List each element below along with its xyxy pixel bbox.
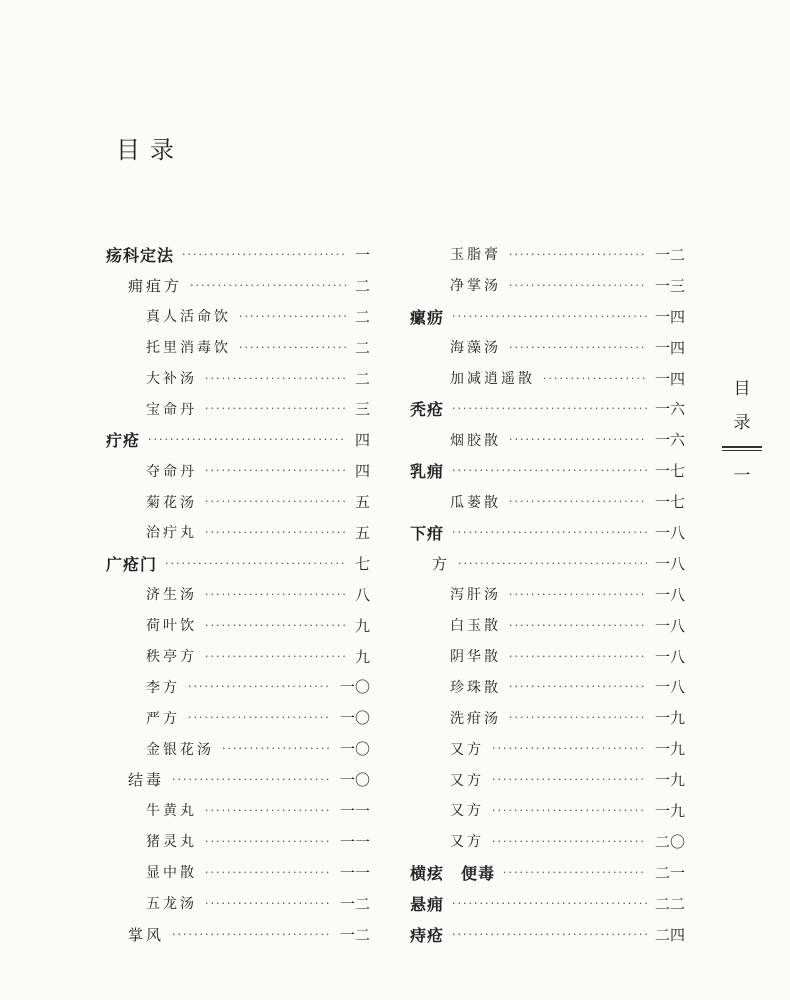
toc-entry[interactable] bbox=[106, 857, 370, 888]
toc-entry[interactable] bbox=[410, 455, 685, 486]
dot-leader bbox=[543, 372, 647, 385]
toc-entry-page: 一八 bbox=[654, 554, 685, 573]
toc-entry-title: 托里消毒饮 bbox=[146, 340, 231, 357]
toc-entry-title: 猪灵丸 bbox=[146, 834, 197, 851]
toc-entry[interactable] bbox=[410, 301, 685, 332]
toc-entry[interactable] bbox=[410, 332, 685, 363]
toc-entry[interactable] bbox=[410, 733, 685, 764]
toc-entry-title: 悬痈 bbox=[410, 894, 445, 914]
toc-entry-page: 一 bbox=[354, 245, 370, 264]
toc-entry-page: 一九 bbox=[654, 771, 685, 790]
toc-entry[interactable] bbox=[410, 363, 685, 394]
toc-entry-page: 一一 bbox=[339, 863, 370, 882]
toc-entry-page: 三 bbox=[354, 400, 370, 419]
toc-entry[interactable] bbox=[410, 393, 685, 424]
toc-entry-title: 白玉散 bbox=[450, 618, 501, 635]
toc-entry-page: 一七 bbox=[654, 493, 685, 512]
toc-entry[interactable] bbox=[410, 702, 685, 733]
toc-entry[interactable] bbox=[106, 671, 370, 702]
toc-entry-page: 一九 bbox=[654, 801, 685, 820]
toc-entry[interactable] bbox=[106, 455, 370, 486]
dot-leader bbox=[165, 557, 347, 570]
dot-leader bbox=[452, 464, 647, 477]
dot-leader bbox=[205, 588, 347, 601]
toc-entry-title: 牛黄丸 bbox=[146, 803, 197, 820]
toc-entry-title: 夺命丹 bbox=[146, 463, 197, 480]
dot-leader bbox=[509, 711, 647, 724]
toc-entry-title: 方 bbox=[432, 554, 451, 573]
dot-leader bbox=[205, 495, 347, 508]
toc-entry-title: 痔疮 bbox=[410, 925, 445, 945]
side-tab bbox=[722, 372, 762, 493]
toc-entry[interactable] bbox=[106, 239, 370, 270]
toc-entry[interactable] bbox=[106, 332, 370, 363]
dot-leader bbox=[190, 279, 347, 292]
dot-leader bbox=[188, 680, 332, 693]
toc-entry-title: 烟胶散 bbox=[450, 432, 501, 449]
dot-leader bbox=[205, 619, 347, 632]
toc-entry[interactable] bbox=[410, 795, 685, 826]
toc-entry-title: 瘰疬 bbox=[410, 307, 445, 327]
toc-entry-title: 广疮门 bbox=[106, 554, 158, 574]
dot-leader bbox=[509, 495, 647, 508]
toc-entry-page: 一七 bbox=[654, 462, 685, 481]
toc-entry-title: 又方 bbox=[450, 834, 484, 851]
page-title: 目录 bbox=[116, 136, 184, 164]
toc-entry[interactable] bbox=[410, 857, 685, 888]
toc-entry-page: 七 bbox=[354, 554, 370, 573]
dot-leader bbox=[492, 742, 647, 755]
dot-leader bbox=[172, 928, 332, 941]
toc-entry-page: 一九 bbox=[654, 709, 685, 728]
toc-entry-title: 乳痈 bbox=[410, 462, 445, 482]
toc-entry[interactable] bbox=[106, 610, 370, 641]
dot-leader bbox=[509, 680, 647, 693]
toc-entry-title: 菊花汤 bbox=[146, 494, 197, 511]
dot-leader bbox=[503, 866, 647, 879]
toc-entry-title: 又方 bbox=[450, 741, 484, 758]
toc-entry[interactable] bbox=[106, 919, 370, 950]
toc-entry-title: 大补汤 bbox=[146, 371, 197, 387]
toc-entry-page: 一四 bbox=[654, 307, 685, 326]
toc-entry-title: 荷叶饮 bbox=[146, 618, 197, 635]
dot-leader bbox=[205, 402, 347, 415]
dot-leader bbox=[458, 557, 647, 570]
toc-entry[interactable] bbox=[106, 424, 370, 455]
toc-entry-page: 二 bbox=[354, 338, 370, 357]
toc-entry-title: 五龙汤 bbox=[146, 896, 197, 913]
side-tab-char: 目 bbox=[733, 379, 751, 399]
toc-entry-title: 结毒 bbox=[128, 771, 165, 790]
toc-entry-title: 秃疮 bbox=[410, 400, 445, 420]
dot-leader bbox=[452, 526, 647, 539]
toc-entry[interactable] bbox=[106, 702, 370, 733]
toc-entry-title: 珍珠散 bbox=[450, 679, 501, 696]
toc-entry-title: 洗疳汤 bbox=[450, 710, 501, 727]
toc-entry[interactable] bbox=[410, 548, 685, 579]
dot-leader bbox=[509, 588, 647, 601]
toc-entry[interactable] bbox=[106, 486, 370, 517]
toc-entry-page: 一六 bbox=[654, 431, 685, 450]
toc-entry-title: 严方 bbox=[146, 710, 180, 727]
dot-leader bbox=[509, 650, 647, 663]
toc-entry[interactable] bbox=[410, 641, 685, 672]
toc-entry-title: 掌风 bbox=[128, 925, 165, 944]
toc-entry-title: 又方 bbox=[450, 803, 484, 820]
dot-leader bbox=[205, 372, 347, 385]
toc-entry-title: 痈疽方 bbox=[128, 276, 183, 295]
toc-entry-page: 一一 bbox=[339, 801, 370, 820]
toc-entry-title: 济生汤 bbox=[146, 587, 197, 604]
toc-entry[interactable] bbox=[106, 548, 370, 579]
toc-entry[interactable] bbox=[410, 486, 685, 517]
dot-leader bbox=[205, 897, 332, 910]
toc-entry[interactable] bbox=[410, 671, 685, 702]
dot-leader bbox=[172, 773, 332, 786]
toc-entry-title: 海藻汤 bbox=[450, 340, 501, 357]
dot-leader bbox=[148, 433, 347, 446]
dot-leader bbox=[205, 866, 332, 879]
toc-entry[interactable] bbox=[106, 764, 370, 795]
dot-leader bbox=[509, 279, 647, 292]
toc-entry-title: 阴华散 bbox=[450, 649, 501, 666]
toc-left-column bbox=[106, 239, 370, 949]
toc-entry-page: 一〇 bbox=[339, 678, 370, 697]
toc-entry-title: 玉脂膏 bbox=[450, 247, 501, 264]
toc-entry-page: 一〇 bbox=[339, 709, 370, 728]
dot-leader bbox=[239, 310, 347, 323]
toc-entry-page: 五 bbox=[354, 523, 370, 542]
toc-entry-title: 疡科定法 bbox=[106, 245, 175, 265]
toc-entry-page: 一三 bbox=[654, 276, 685, 295]
toc-entry-title: 下疳 bbox=[410, 523, 445, 543]
toc-entry-title: 金银花汤 bbox=[146, 741, 214, 758]
toc-entry-title: 宝命丹 bbox=[146, 401, 197, 418]
dot-leader bbox=[509, 433, 647, 446]
toc-right-column bbox=[410, 239, 685, 949]
toc-entry-page: 二四 bbox=[654, 925, 685, 944]
toc-entry-title: 真人活命饮 bbox=[146, 309, 231, 326]
dot-leader bbox=[188, 711, 332, 724]
toc-entry[interactable] bbox=[106, 733, 370, 764]
toc-entry-page: 八 bbox=[354, 585, 370, 604]
toc-entry-page: 二〇 bbox=[654, 832, 685, 851]
toc-entry-page: 二 bbox=[354, 369, 370, 388]
toc-entry[interactable] bbox=[106, 641, 370, 672]
toc-entry-title: 加减逍遥散 bbox=[450, 371, 535, 387]
dot-leader bbox=[509, 248, 647, 261]
toc-entry-title: 秩亭方 bbox=[146, 649, 197, 666]
dot-leader bbox=[509, 619, 647, 632]
toc-entry-page: 一〇 bbox=[339, 771, 370, 790]
dot-leader bbox=[222, 742, 332, 755]
toc-entry[interactable] bbox=[410, 239, 685, 270]
toc-entry-title: 李方 bbox=[146, 679, 180, 696]
dot-leader bbox=[239, 341, 347, 354]
toc-entry-page: 五 bbox=[354, 493, 370, 512]
toc-entry-title: 横痃 便毒 bbox=[410, 863, 496, 883]
dot-leader bbox=[205, 804, 332, 817]
toc-entry-page: 一八 bbox=[654, 585, 685, 604]
toc-entry-page: 一〇 bbox=[339, 740, 370, 759]
toc-entry-page: 一八 bbox=[654, 616, 685, 635]
toc-entry-page: 二二 bbox=[654, 894, 685, 913]
toc-entry-page: 一二 bbox=[339, 925, 370, 944]
dot-leader bbox=[492, 835, 647, 848]
toc-entry[interactable] bbox=[410, 610, 685, 641]
toc-entry-page: 一四 bbox=[654, 338, 685, 357]
toc-entry-page: 一八 bbox=[654, 523, 685, 542]
toc-entry[interactable] bbox=[410, 888, 685, 919]
toc-entry[interactable] bbox=[106, 888, 370, 919]
toc-entry[interactable] bbox=[410, 826, 685, 857]
folio-page-number: 一 bbox=[733, 466, 751, 486]
dot-leader bbox=[492, 804, 647, 817]
toc-entry-page: 四 bbox=[354, 462, 370, 481]
toc-entry-page: 一九 bbox=[654, 740, 685, 759]
toc-entry-page: 九 bbox=[354, 616, 370, 635]
toc-entry[interactable] bbox=[106, 579, 370, 610]
toc-entry-title: 疔疮 bbox=[106, 431, 141, 451]
side-tab-char: 录 bbox=[733, 413, 751, 433]
toc-entry-title: 治疔丸 bbox=[146, 525, 197, 542]
toc-entry-title: 净掌汤 bbox=[450, 278, 501, 295]
dot-leader bbox=[452, 402, 647, 415]
toc-entry-page: 二 bbox=[354, 276, 370, 295]
toc-entry-page: 一四 bbox=[654, 369, 685, 388]
toc-entry[interactable] bbox=[106, 517, 370, 548]
toc-entry-title: 显中散 bbox=[146, 865, 197, 882]
toc-entry-page: 一二 bbox=[654, 245, 685, 264]
dot-leader bbox=[205, 835, 332, 848]
side-tab-divider bbox=[722, 446, 762, 451]
dot-leader bbox=[509, 341, 647, 354]
toc-entry-page: 二 bbox=[354, 307, 370, 326]
toc-entry[interactable] bbox=[410, 919, 685, 950]
toc-entry-page: 一八 bbox=[654, 678, 685, 697]
toc-entry-page: 一二 bbox=[339, 894, 370, 913]
dot-leader bbox=[205, 650, 347, 663]
toc-entry[interactable] bbox=[410, 270, 685, 301]
toc-entry[interactable] bbox=[106, 826, 370, 857]
dot-leader bbox=[452, 928, 647, 941]
toc-entry-page: 一八 bbox=[654, 647, 685, 666]
dot-leader bbox=[452, 310, 647, 323]
dot-leader bbox=[492, 773, 647, 786]
toc-entry-page: 一一 bbox=[339, 832, 370, 851]
toc-entry-title: 泻肝汤 bbox=[450, 587, 501, 604]
toc-entry-page: 四 bbox=[354, 431, 370, 450]
toc-entry-page: 九 bbox=[354, 647, 370, 666]
toc-entry-title: 又方 bbox=[450, 772, 484, 789]
toc-entry[interactable] bbox=[410, 424, 685, 455]
toc-entry-title: 瓜蒌散 bbox=[450, 494, 501, 511]
dot-leader bbox=[205, 526, 347, 539]
toc-entry[interactable] bbox=[106, 301, 370, 332]
toc-entry[interactable] bbox=[106, 393, 370, 424]
dot-leader bbox=[205, 464, 347, 477]
toc-entry[interactable] bbox=[106, 795, 370, 826]
toc-entry[interactable] bbox=[410, 517, 685, 548]
toc-entry[interactable] bbox=[410, 764, 685, 795]
toc-entry[interactable] bbox=[106, 363, 370, 394]
toc-entry[interactable] bbox=[410, 579, 685, 610]
toc-entry-page: 二一 bbox=[654, 863, 685, 882]
dot-leader bbox=[182, 248, 347, 261]
dot-leader bbox=[452, 897, 647, 910]
toc-entry-page: 一六 bbox=[654, 400, 685, 419]
toc-entry[interactable] bbox=[106, 270, 370, 301]
